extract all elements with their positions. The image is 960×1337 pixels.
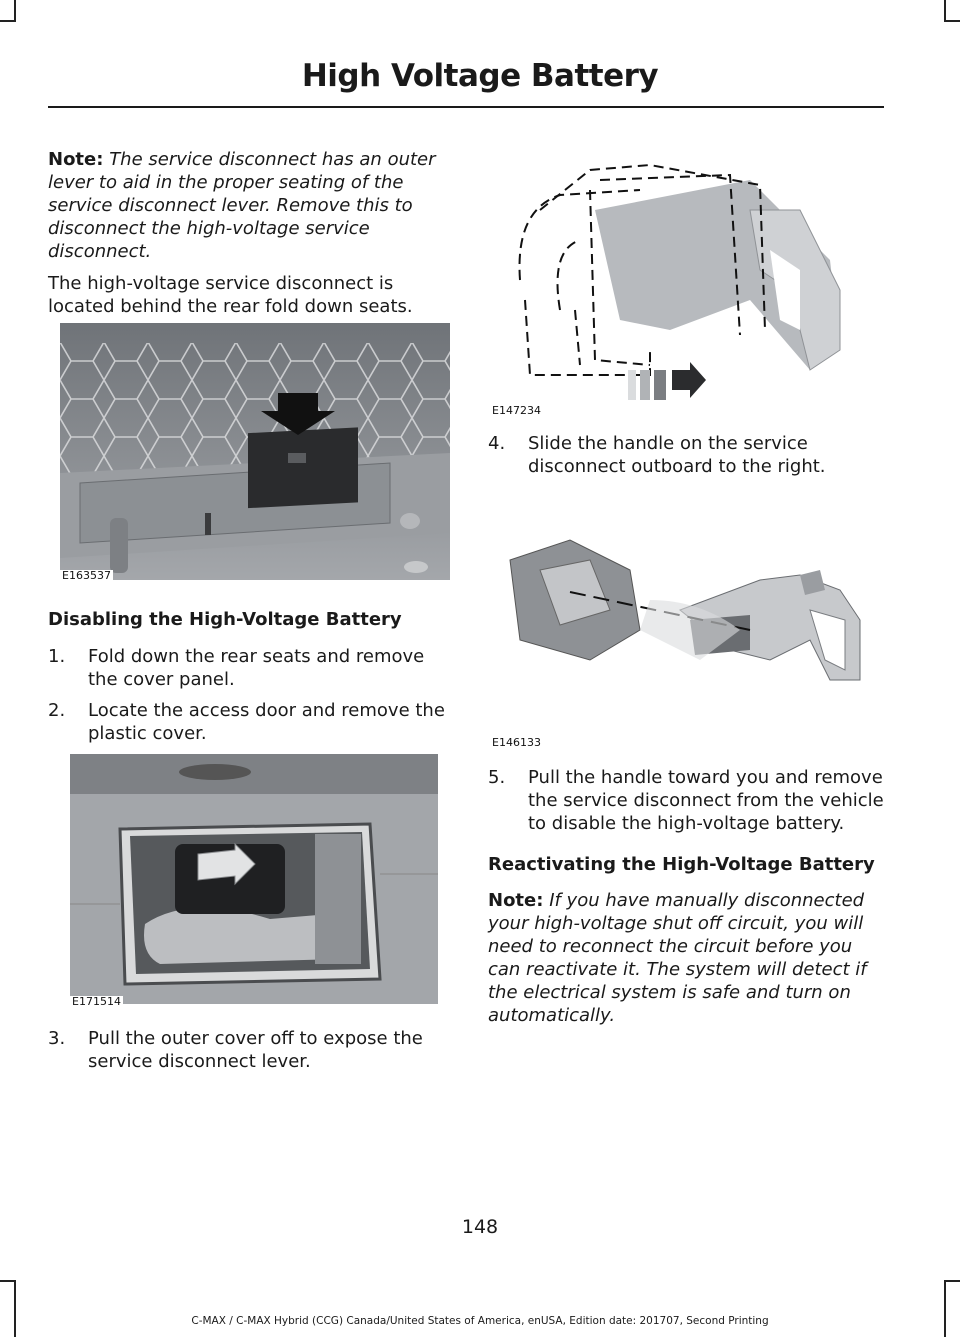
section-heading-disabling: Disabling the High-Voltage Battery (48, 609, 402, 630)
page-footer: C-MAX / C-MAX Hybrid (CCG) Canada/United States of America, enUSA, Edition date: 201707, Second Printing (191, 1315, 769, 1327)
crop-mark (0, 20, 16, 22)
step-number: 4. (488, 433, 506, 454)
left-column-step3 (48, 1027, 450, 1073)
left-column (48, 148, 450, 318)
crop-mark (0, 1280, 16, 1282)
page-title: High Voltage Battery (301, 58, 659, 94)
left-column-steps (48, 608, 450, 745)
location-paragraph: The high-voltage service disconnect is located behind the rear fold down seats. (48, 273, 413, 317)
crop-mark (944, 20, 960, 22)
step-text: Pull the outer cover off to expose the service disconnect lever. (88, 1028, 423, 1072)
figure-service-disconnect-lever (500, 150, 884, 418)
crop-mark (14, 1280, 16, 1337)
figure-code: E146133 (492, 736, 541, 749)
step-2 (48, 699, 450, 745)
service-disconnect-lever-illustration (500, 150, 884, 418)
page-number: 148 (461, 1216, 499, 1238)
rear-seat-illustration (60, 323, 450, 580)
remove-service-disconnect-illustration (500, 520, 884, 745)
note-label: Note: (488, 890, 544, 911)
step-number: 1. (48, 646, 66, 667)
figure-code: E147234 (492, 404, 541, 417)
header-divider (48, 106, 884, 108)
crop-mark (14, 0, 16, 22)
step-text: Fold down the rear seats and remove the cover panel. (88, 646, 425, 690)
step-number: 2. (48, 700, 66, 721)
crop-mark (944, 1280, 946, 1337)
step-number: 5. (488, 767, 506, 788)
step-3 (48, 1027, 450, 1073)
figure-remove-service-disconnect (500, 520, 884, 745)
note-label: Note: (48, 149, 104, 170)
step-text: Slide the handle on the service disconnect outboard to the right. (528, 433, 826, 477)
section-heading-reactivating: Reactivating the High-Voltage Battery (488, 854, 875, 875)
figure-code: E163537 (62, 569, 111, 582)
crop-mark (944, 0, 946, 22)
step-text: Locate the access door and remove the plastic cover. (88, 700, 445, 744)
step-number: 3. (48, 1028, 66, 1049)
note-paragraph (48, 148, 450, 263)
figure-code: E171514 (72, 995, 121, 1008)
step-text: Pull the handle toward you and remove the service disconnect from the vehicle to disable the high-voltage battery. (528, 767, 884, 834)
note-paragraph (488, 889, 890, 1027)
crop-mark (944, 1280, 960, 1282)
right-column-step4 (488, 432, 890, 478)
figure-rear-seat-panel (60, 323, 450, 580)
figure-access-door (70, 754, 438, 1004)
step-1 (48, 645, 450, 691)
step-4 (488, 432, 890, 478)
step-5 (488, 766, 890, 835)
note-text: If you have manually disconnected your high-voltage shut off circuit, you will need to reconnect the circuit before you can reactivate it. The system will detect if the electrical system is safe and turn on automatically. (488, 890, 867, 1026)
right-column-steps (488, 766, 890, 1027)
note-text: The service disconnect has an outer lever to aid in the proper seating of the service disconnect lever. Remove this to disconnect the high-voltage service disconnect. (48, 149, 436, 262)
access-door-illustration (70, 754, 438, 1004)
